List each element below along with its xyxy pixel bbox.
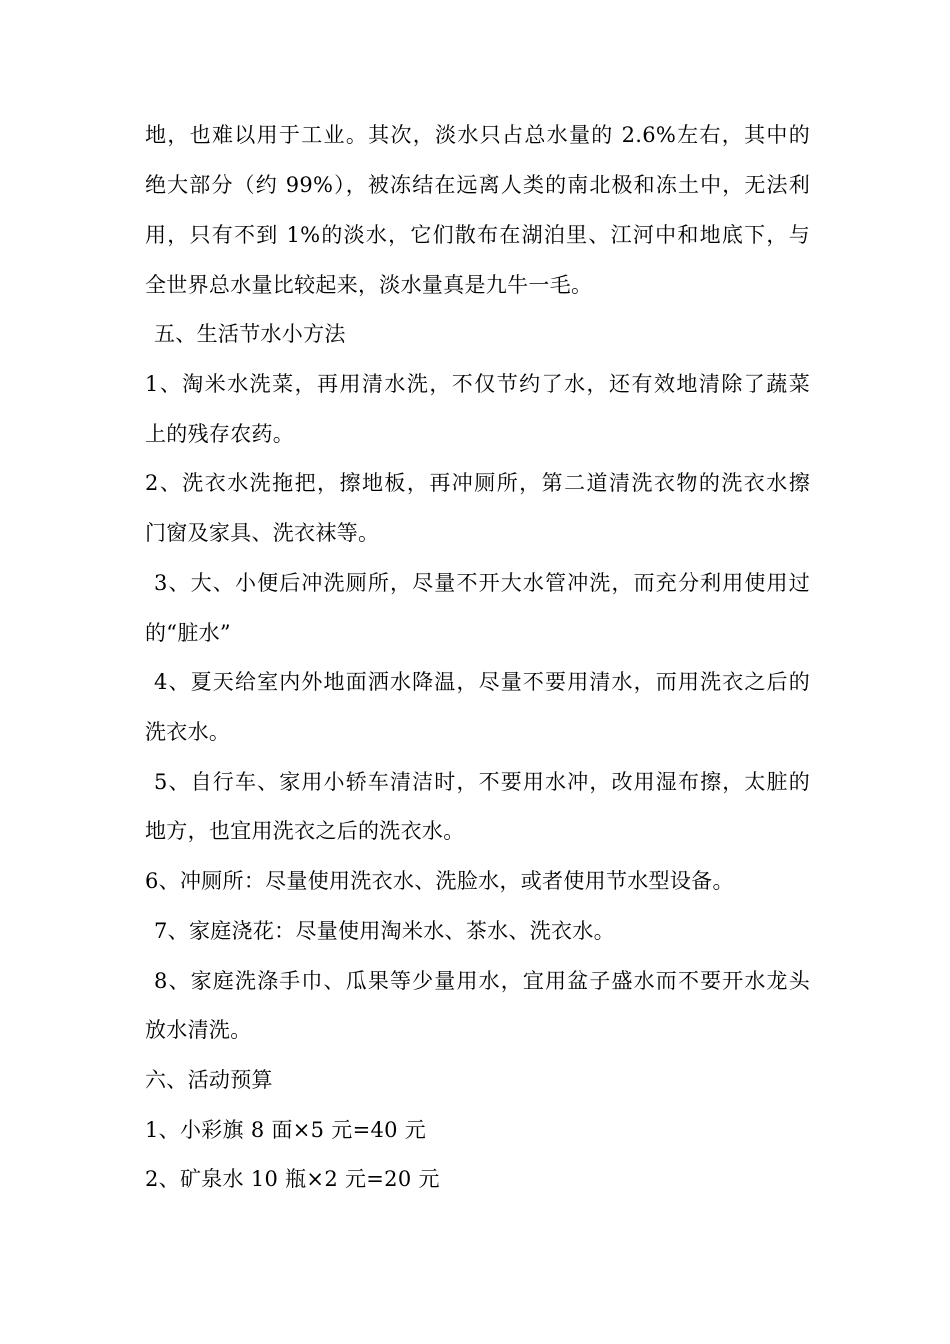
list-item-continuation: 的“脏水” (145, 621, 231, 645)
budget-item: 2、矿泉水 10 瓶×2 元=20 元 (145, 1167, 440, 1191)
list-item-continuation: 门窗及家具、洗衣袜等。 (145, 521, 380, 545)
list-item: 1、淘米水洗菜，再用清水洗，不仅节约了水，还有效地清除了蔬菜 (145, 372, 810, 396)
list-item-continuation: 地方，也宜用洗衣之后的洗衣水。 (145, 819, 465, 843)
list-item: 5、自行车、家用小轿车清洁时，不要用水冲，改用湿布擦，太脏的 (154, 770, 810, 794)
body-line: 绝大部分（约 99%），被冻结在远离人类的南北极和冻土中，无法利 (145, 173, 810, 197)
list-item: 4、夏天给室内外地面洒水降温，尽量不要用清水，而用洗衣之后的 (154, 670, 810, 694)
list-item: 7、家庭浇花：尽量使用淘米水、茶水、洗衣水。 (154, 919, 615, 943)
budget-item: 1、小彩旗 8 面×5 元=40 元 (145, 1118, 427, 1142)
body-line: 用，只有不到 1%的淡水，它们散布在湖泊里、江河中和地底下，与 (145, 223, 810, 247)
list-item-continuation: 洗衣水。 (145, 720, 231, 744)
list-item: 6、冲厕所：尽量使用洗衣水、洗脸水，或者使用节水型设备。 (145, 869, 734, 893)
list-item: 3、大、小便后冲洗厕所，尽量不开大水管冲洗，而充分利用使用过 (154, 571, 810, 595)
list-item: 8、家庭洗涤手巾、瓜果等少量用水，宜用盆子盛水而不要开水龙头 (154, 969, 810, 993)
body-line: 地，也难以用于工业。其次，淡水只占总水量的 2.6%左右，其中的 (145, 123, 810, 147)
body-line: 全世界总水量比较起来，淡水量真是九牛一毛。 (145, 273, 593, 297)
section-heading: 六、活动预算 (145, 1068, 273, 1092)
list-item-continuation: 放水清洗。 (145, 1018, 252, 1042)
list-item: 2、洗衣水洗拖把，擦地板，再冲厕所，第二道清洗衣物的洗衣水擦 (145, 471, 810, 495)
list-item-continuation: 上的残存农药。 (145, 422, 295, 446)
section-heading: 五、生活节水小方法 (154, 322, 346, 346)
